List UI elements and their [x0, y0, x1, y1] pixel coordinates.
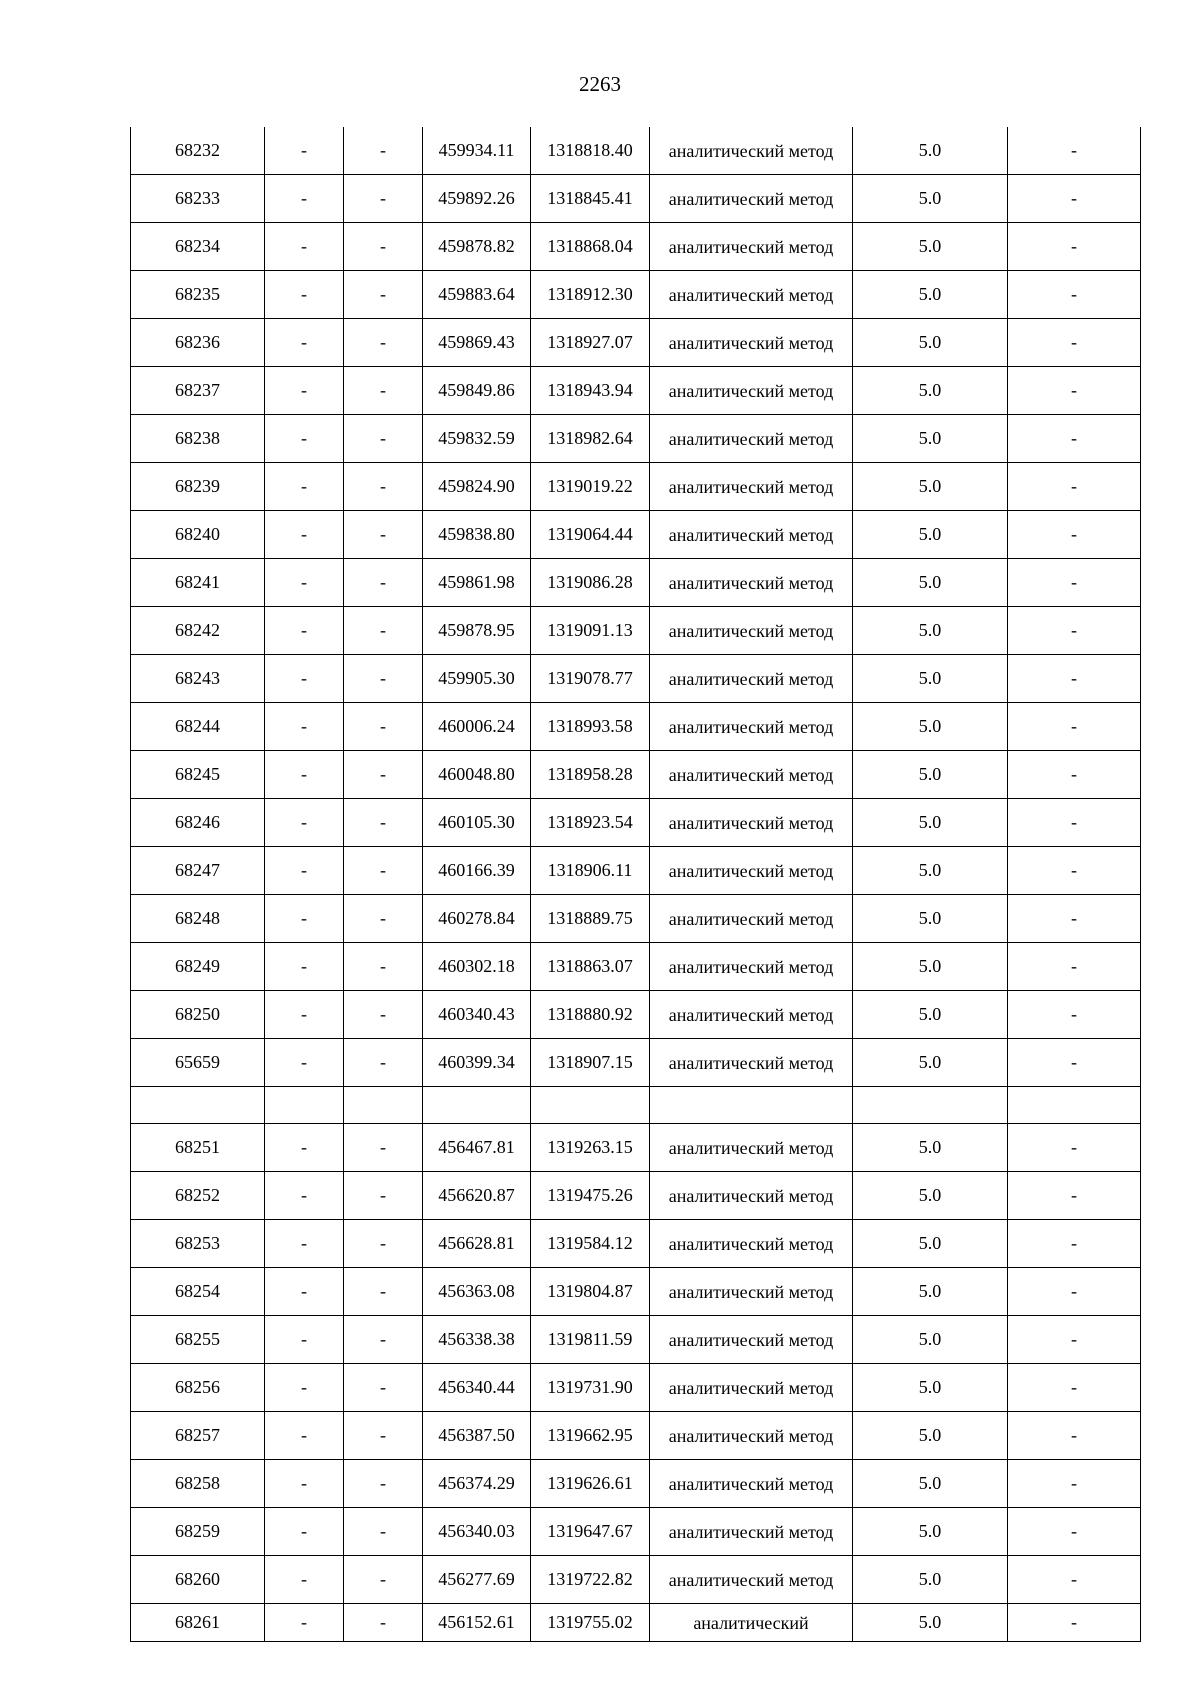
dash-cell: -	[344, 943, 423, 991]
dash-cell: -	[265, 1268, 344, 1316]
table-row	[131, 415, 1141, 463]
method-cell: аналитический метод	[650, 1460, 853, 1508]
accuracy-cell: 5.0	[853, 463, 1008, 511]
x-coordinate-cell: 459832.59	[423, 415, 531, 463]
dash-cell: -	[1008, 1556, 1141, 1604]
table-row	[131, 223, 1141, 271]
empty-cell	[853, 1087, 1008, 1124]
y-coordinate-cell: 1319722.82	[531, 1556, 650, 1604]
accuracy-cell: 5.0	[853, 511, 1008, 559]
coordinates-table	[130, 127, 1141, 1642]
point-number-cell: 68255	[131, 1316, 265, 1364]
method-cell: аналитический метод	[650, 223, 853, 271]
point-number-cell: 68236	[131, 319, 265, 367]
dash-cell: -	[344, 319, 423, 367]
method-cell: аналитический метод	[650, 127, 853, 175]
dash-cell: -	[265, 223, 344, 271]
table-row	[131, 1604, 1141, 1642]
dash-cell: -	[265, 463, 344, 511]
dash-cell: -	[1008, 895, 1141, 943]
x-coordinate-cell: 456467.81	[423, 1124, 531, 1172]
dash-cell: -	[344, 1556, 423, 1604]
dash-cell: -	[344, 895, 423, 943]
x-coordinate-cell: 460278.84	[423, 895, 531, 943]
table-row	[131, 991, 1141, 1039]
x-coordinate-cell: 460302.18	[423, 943, 531, 991]
point-number-cell: 68241	[131, 559, 265, 607]
point-number-cell: 68256	[131, 1364, 265, 1412]
method-cell: аналитический метод	[650, 1172, 853, 1220]
table-row	[131, 1364, 1141, 1412]
dash-cell: -	[265, 559, 344, 607]
method-cell: аналитический метод	[650, 415, 853, 463]
accuracy-cell: 5.0	[853, 127, 1008, 175]
point-number-cell: 68260	[131, 1556, 265, 1604]
dash-cell: -	[1008, 847, 1141, 895]
accuracy-cell: 5.0	[853, 1039, 1008, 1087]
dash-cell: -	[265, 991, 344, 1039]
blank-separator-row	[131, 1087, 1141, 1124]
empty-cell	[131, 1087, 265, 1124]
empty-cell	[1008, 1087, 1141, 1124]
accuracy-cell: 5.0	[853, 1316, 1008, 1364]
dash-cell: -	[265, 1220, 344, 1268]
x-coordinate-cell: 456628.81	[423, 1220, 531, 1268]
y-coordinate-cell: 1318868.04	[531, 223, 650, 271]
point-number-cell: 68244	[131, 703, 265, 751]
accuracy-cell: 5.0	[853, 1412, 1008, 1460]
y-coordinate-cell: 1319584.12	[531, 1220, 650, 1268]
dash-cell: -	[1008, 175, 1141, 223]
dash-cell: -	[265, 415, 344, 463]
accuracy-cell: 5.0	[853, 1508, 1008, 1556]
x-coordinate-cell: 456374.29	[423, 1460, 531, 1508]
method-cell: аналитический метод	[650, 1364, 853, 1412]
table-row	[131, 1220, 1141, 1268]
method-cell: аналитический метод	[650, 367, 853, 415]
point-number-cell: 68248	[131, 895, 265, 943]
y-coordinate-cell: 1318923.54	[531, 799, 650, 847]
dash-cell: -	[1008, 223, 1141, 271]
y-coordinate-cell: 1319811.59	[531, 1316, 650, 1364]
dash-cell: -	[265, 319, 344, 367]
dash-cell: -	[265, 1508, 344, 1556]
method-cell: аналитический метод	[650, 847, 853, 895]
x-coordinate-cell: 459878.95	[423, 607, 531, 655]
y-coordinate-cell: 1318818.40	[531, 127, 650, 175]
point-number-cell: 68254	[131, 1268, 265, 1316]
point-number-cell: 68251	[131, 1124, 265, 1172]
y-coordinate-cell: 1318993.58	[531, 703, 650, 751]
dash-cell: -	[344, 799, 423, 847]
table-row	[131, 1268, 1141, 1316]
x-coordinate-cell: 460006.24	[423, 703, 531, 751]
dash-cell: -	[265, 751, 344, 799]
point-number-cell: 68245	[131, 751, 265, 799]
table-row	[131, 799, 1141, 847]
x-coordinate-cell: 456340.44	[423, 1364, 531, 1412]
y-coordinate-cell: 1318958.28	[531, 751, 650, 799]
dash-cell: -	[1008, 991, 1141, 1039]
accuracy-cell: 5.0	[853, 559, 1008, 607]
dash-cell: -	[344, 415, 423, 463]
dash-cell: -	[1008, 1604, 1141, 1642]
y-coordinate-cell: 1319626.61	[531, 1460, 650, 1508]
table-row	[131, 1172, 1141, 1220]
dash-cell: -	[265, 1172, 344, 1220]
point-number-cell: 68246	[131, 799, 265, 847]
point-number-cell: 68252	[131, 1172, 265, 1220]
dash-cell: -	[344, 271, 423, 319]
dash-cell: -	[344, 1316, 423, 1364]
dash-cell: -	[265, 1364, 344, 1412]
dash-cell: -	[344, 127, 423, 175]
method-cell: аналитический метод	[650, 1220, 853, 1268]
dash-cell: -	[344, 655, 423, 703]
accuracy-cell: 5.0	[853, 415, 1008, 463]
dash-cell: -	[344, 367, 423, 415]
x-coordinate-cell: 459849.86	[423, 367, 531, 415]
y-coordinate-cell: 1318906.11	[531, 847, 650, 895]
x-coordinate-cell: 459861.98	[423, 559, 531, 607]
point-number-cell: 68249	[131, 943, 265, 991]
dash-cell: -	[1008, 127, 1141, 175]
dash-cell: -	[1008, 367, 1141, 415]
dash-cell: -	[1008, 1412, 1141, 1460]
point-number-cell: 68235	[131, 271, 265, 319]
method-cell: аналитический метод	[650, 271, 853, 319]
accuracy-cell: 5.0	[853, 847, 1008, 895]
y-coordinate-cell: 1319647.67	[531, 1508, 650, 1556]
method-cell: аналитический метод	[650, 1316, 853, 1364]
dash-cell: -	[344, 1268, 423, 1316]
x-coordinate-cell: 459878.82	[423, 223, 531, 271]
dash-cell: -	[265, 655, 344, 703]
accuracy-cell: 5.0	[853, 1124, 1008, 1172]
x-coordinate-cell: 460340.43	[423, 991, 531, 1039]
method-cell: аналитический метод	[650, 943, 853, 991]
method-cell: аналитический метод	[650, 175, 853, 223]
x-coordinate-cell: 456338.38	[423, 1316, 531, 1364]
dash-cell: -	[1008, 463, 1141, 511]
dash-cell: -	[265, 1039, 344, 1087]
y-coordinate-cell: 1319731.90	[531, 1364, 650, 1412]
accuracy-cell: 5.0	[853, 1460, 1008, 1508]
table-row	[131, 559, 1141, 607]
dash-cell: -	[1008, 703, 1141, 751]
x-coordinate-cell: 460105.30	[423, 799, 531, 847]
table-row	[131, 1124, 1141, 1172]
dash-cell: -	[344, 175, 423, 223]
y-coordinate-cell: 1318943.94	[531, 367, 650, 415]
dash-cell: -	[344, 607, 423, 655]
dash-cell: -	[344, 463, 423, 511]
table-row	[131, 1316, 1141, 1364]
empty-cell	[423, 1087, 531, 1124]
dash-cell: -	[265, 1556, 344, 1604]
y-coordinate-cell: 1318863.07	[531, 943, 650, 991]
table-row	[131, 127, 1141, 175]
method-cell: аналитический метод	[650, 319, 853, 367]
y-coordinate-cell: 1319091.13	[531, 607, 650, 655]
dash-cell: -	[344, 1172, 423, 1220]
dash-cell: -	[344, 559, 423, 607]
dash-cell: -	[1008, 271, 1141, 319]
table-row	[131, 463, 1141, 511]
dash-cell: -	[344, 703, 423, 751]
dash-cell: -	[1008, 1220, 1141, 1268]
dash-cell: -	[265, 1604, 344, 1642]
method-cell: аналитический метод	[650, 607, 853, 655]
empty-cell	[650, 1087, 853, 1124]
y-coordinate-cell: 1319475.26	[531, 1172, 650, 1220]
dash-cell: -	[1008, 1364, 1141, 1412]
accuracy-cell: 5.0	[853, 175, 1008, 223]
point-number-cell: 68232	[131, 127, 265, 175]
table-row	[131, 319, 1141, 367]
dash-cell: -	[265, 943, 344, 991]
point-number-cell: 68233	[131, 175, 265, 223]
dash-cell: -	[1008, 511, 1141, 559]
method-cell: аналитический метод	[650, 895, 853, 943]
table-row	[131, 1039, 1141, 1087]
accuracy-cell: 5.0	[853, 1556, 1008, 1604]
dash-cell: -	[344, 1604, 423, 1642]
y-coordinate-cell: 1318889.75	[531, 895, 650, 943]
method-cell: аналитический метод	[650, 559, 853, 607]
y-coordinate-cell: 1318880.92	[531, 991, 650, 1039]
method-cell: аналитический метод	[650, 1508, 853, 1556]
empty-cell	[265, 1087, 344, 1124]
point-number-cell: 68238	[131, 415, 265, 463]
point-number-cell: 68237	[131, 367, 265, 415]
table-row	[131, 751, 1141, 799]
method-cell: аналитический метод	[650, 1268, 853, 1316]
dash-cell: -	[265, 895, 344, 943]
dash-cell: -	[1008, 415, 1141, 463]
y-coordinate-cell: 1318927.07	[531, 319, 650, 367]
point-number-cell: 68243	[131, 655, 265, 703]
method-cell: аналитический метод	[650, 655, 853, 703]
dash-cell: -	[265, 1124, 344, 1172]
dash-cell: -	[265, 127, 344, 175]
y-coordinate-cell: 1319804.87	[531, 1268, 650, 1316]
point-number-cell: 68259	[131, 1508, 265, 1556]
table-row	[131, 1460, 1141, 1508]
method-cell: аналитический метод	[650, 799, 853, 847]
dash-cell: -	[1008, 1039, 1141, 1087]
point-number-cell: 65659	[131, 1039, 265, 1087]
dash-cell: -	[265, 271, 344, 319]
accuracy-cell: 5.0	[853, 1604, 1008, 1642]
accuracy-cell: 5.0	[853, 319, 1008, 367]
table-row	[131, 271, 1141, 319]
table-row	[131, 655, 1141, 703]
accuracy-cell: 5.0	[853, 751, 1008, 799]
y-coordinate-cell: 1319263.15	[531, 1124, 650, 1172]
dash-cell: -	[344, 1460, 423, 1508]
dash-cell: -	[265, 175, 344, 223]
dash-cell: -	[344, 1412, 423, 1460]
x-coordinate-cell: 456277.69	[423, 1556, 531, 1604]
dash-cell: -	[344, 1039, 423, 1087]
dash-cell: -	[265, 367, 344, 415]
y-coordinate-cell: 1318907.15	[531, 1039, 650, 1087]
dash-cell: -	[1008, 655, 1141, 703]
point-number-cell: 68258	[131, 1460, 265, 1508]
table-row	[131, 607, 1141, 655]
x-coordinate-cell: 456363.08	[423, 1268, 531, 1316]
dash-cell: -	[344, 511, 423, 559]
y-coordinate-cell: 1319755.02	[531, 1604, 650, 1642]
table-row	[131, 943, 1141, 991]
dash-cell: -	[265, 847, 344, 895]
method-cell: аналитический метод	[650, 703, 853, 751]
accuracy-cell: 5.0	[853, 1268, 1008, 1316]
dash-cell: -	[1008, 1508, 1141, 1556]
method-cell: аналитический	[650, 1604, 853, 1642]
x-coordinate-cell: 459838.80	[423, 511, 531, 559]
dash-cell: -	[1008, 1172, 1141, 1220]
dash-cell: -	[344, 1124, 423, 1172]
x-coordinate-cell: 459892.26	[423, 175, 531, 223]
table-row	[131, 703, 1141, 751]
table-row	[131, 511, 1141, 559]
point-number-cell: 68247	[131, 847, 265, 895]
point-number-cell: 68240	[131, 511, 265, 559]
y-coordinate-cell: 1319064.44	[531, 511, 650, 559]
table-row	[131, 1412, 1141, 1460]
accuracy-cell: 5.0	[853, 607, 1008, 655]
table-row	[131, 175, 1141, 223]
dash-cell: -	[1008, 607, 1141, 655]
dash-cell: -	[265, 799, 344, 847]
y-coordinate-cell: 1318982.64	[531, 415, 650, 463]
dash-cell: -	[344, 847, 423, 895]
accuracy-cell: 5.0	[853, 703, 1008, 751]
method-cell: аналитический метод	[650, 751, 853, 799]
point-number-cell: 68257	[131, 1412, 265, 1460]
table-row	[131, 847, 1141, 895]
point-number-cell: 68239	[131, 463, 265, 511]
x-coordinate-cell: 460048.80	[423, 751, 531, 799]
dash-cell: -	[344, 1364, 423, 1412]
point-number-cell: 68261	[131, 1604, 265, 1642]
x-coordinate-cell: 456387.50	[423, 1412, 531, 1460]
page-number: 2263	[579, 72, 621, 96]
y-coordinate-cell: 1319662.95	[531, 1412, 650, 1460]
dash-cell: -	[1008, 751, 1141, 799]
y-coordinate-cell: 1318845.41	[531, 175, 650, 223]
x-coordinate-cell: 456620.87	[423, 1172, 531, 1220]
accuracy-cell: 5.0	[853, 367, 1008, 415]
point-number-cell: 68242	[131, 607, 265, 655]
y-coordinate-cell: 1319086.28	[531, 559, 650, 607]
dash-cell: -	[1008, 1316, 1141, 1364]
accuracy-cell: 5.0	[853, 895, 1008, 943]
dash-cell: -	[344, 991, 423, 1039]
accuracy-cell: 5.0	[853, 799, 1008, 847]
dash-cell: -	[344, 1508, 423, 1556]
dash-cell: -	[1008, 1124, 1141, 1172]
method-cell: аналитический метод	[650, 511, 853, 559]
method-cell: аналитический метод	[650, 991, 853, 1039]
x-coordinate-cell: 459905.30	[423, 655, 531, 703]
y-coordinate-cell: 1318912.30	[531, 271, 650, 319]
dash-cell: -	[265, 607, 344, 655]
dash-cell: -	[1008, 943, 1141, 991]
table-row	[131, 1508, 1141, 1556]
y-coordinate-cell: 1319019.22	[531, 463, 650, 511]
x-coordinate-cell: 459869.43	[423, 319, 531, 367]
point-number-cell: 68234	[131, 223, 265, 271]
dash-cell: -	[265, 511, 344, 559]
dash-cell: -	[1008, 799, 1141, 847]
x-coordinate-cell: 459883.64	[423, 271, 531, 319]
table-row	[131, 1556, 1141, 1604]
table-row	[131, 367, 1141, 415]
method-cell: аналитический метод	[650, 1556, 853, 1604]
accuracy-cell: 5.0	[853, 991, 1008, 1039]
dash-cell: -	[1008, 1268, 1141, 1316]
y-coordinate-cell: 1319078.77	[531, 655, 650, 703]
dash-cell: -	[1008, 1460, 1141, 1508]
accuracy-cell: 5.0	[853, 271, 1008, 319]
dash-cell: -	[265, 703, 344, 751]
accuracy-cell: 5.0	[853, 655, 1008, 703]
x-coordinate-cell: 459824.90	[423, 463, 531, 511]
method-cell: аналитический метод	[650, 1039, 853, 1087]
method-cell: аналитический метод	[650, 1412, 853, 1460]
x-coordinate-cell: 460166.39	[423, 847, 531, 895]
method-cell: аналитический метод	[650, 463, 853, 511]
dash-cell: -	[1008, 319, 1141, 367]
accuracy-cell: 5.0	[853, 223, 1008, 271]
x-coordinate-cell: 456340.03	[423, 1508, 531, 1556]
accuracy-cell: 5.0	[853, 943, 1008, 991]
dash-cell: -	[344, 223, 423, 271]
table-row	[131, 895, 1141, 943]
empty-cell	[344, 1087, 423, 1124]
x-coordinate-cell: 456152.61	[423, 1604, 531, 1642]
dash-cell: -	[344, 751, 423, 799]
dash-cell: -	[265, 1460, 344, 1508]
dash-cell: -	[265, 1412, 344, 1460]
x-coordinate-cell: 459934.11	[423, 127, 531, 175]
dash-cell: -	[265, 1316, 344, 1364]
accuracy-cell: 5.0	[853, 1172, 1008, 1220]
accuracy-cell: 5.0	[853, 1364, 1008, 1412]
dash-cell: -	[1008, 559, 1141, 607]
dash-cell: -	[344, 1220, 423, 1268]
accuracy-cell: 5.0	[853, 1220, 1008, 1268]
method-cell: аналитический метод	[650, 1124, 853, 1172]
table-body	[131, 127, 1141, 1642]
point-number-cell: 68250	[131, 991, 265, 1039]
empty-cell	[531, 1087, 650, 1124]
x-coordinate-cell: 460399.34	[423, 1039, 531, 1087]
point-number-cell: 68253	[131, 1220, 265, 1268]
